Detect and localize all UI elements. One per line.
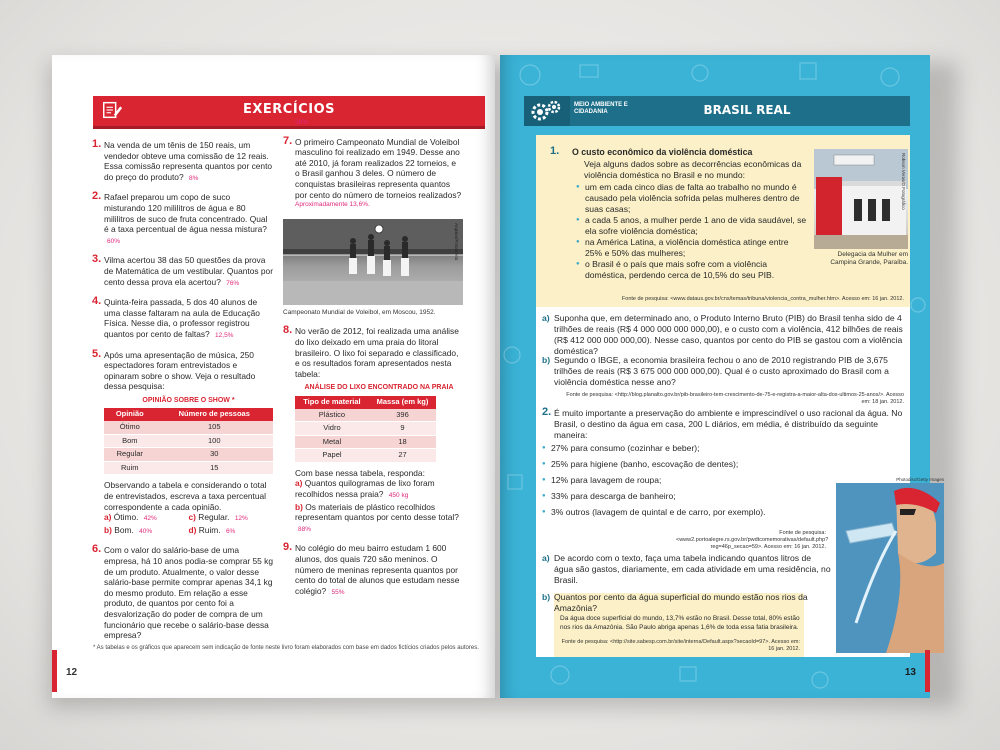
item-label: c) bbox=[188, 512, 196, 523]
table-cell: Plástico bbox=[295, 409, 369, 422]
source: Fonte de pesquisa: <http://site.sabesp.com.br/site/interna/Default.aspx?secaoId=97>. Acesso em: 16 jan. 2012. bbox=[561, 639, 800, 652]
question-1 bbox=[92, 140, 273, 184]
woman-drinking-water-photo bbox=[836, 483, 944, 653]
question-5 bbox=[92, 347, 273, 538]
source: Fonte de pesquisa: <www2.portoalegre.rs.gov.br/pwdtcomemorativas/default.php?reg=46p_secao=59>. Acesso em: 16 jan. 2012. bbox=[676, 530, 829, 550]
table-cell: Papel bbox=[295, 449, 369, 463]
table-row bbox=[104, 421, 273, 434]
table-cell: Ruim bbox=[104, 461, 156, 475]
question-text: No verão de 2012, foi realizada uma análise do lixo deixado em uma praia do litoral brasileiro. O lixo foi separado e classificado, e os resultados foram apresentados nesta tabela: bbox=[295, 326, 459, 379]
table-cell: 27 bbox=[369, 449, 436, 463]
table-cell: Vidro bbox=[295, 422, 369, 436]
answer: 55% bbox=[331, 588, 345, 596]
question-number: 8. bbox=[283, 324, 293, 337]
table-header: Massa (em kg) bbox=[369, 396, 436, 409]
table-cell: Ótimo bbox=[104, 421, 156, 434]
problem-text: É muito importante a preservação do ambiente e imprescindível o uso racional da água. No Brasil, o destino da água em casa, 200 L diários, em média, é distribuído da seguinte maneira: bbox=[554, 408, 903, 440]
question-3 bbox=[92, 255, 273, 289]
list-item: ● a cada 5 anos, a mulher perde 1 ano de vida saudável, se ela sofre violência doméstica; bbox=[576, 215, 808, 237]
page-title: EXERCÍCIOS bbox=[243, 102, 335, 117]
item-text: Suponha que, em determinado ano, o Produto Interno Bruto (PIB) do Brasil tenha sido de 4 trilhões de reais (R$ 4 000 000 000 000,00), e o custo com a violência, 412 bilhões de reais (R$ 412 000 000 000,00). Nesse caso, quantos por cento do PIB se gastou com a violência doméstica? bbox=[554, 313, 903, 356]
table-cell: Bom bbox=[104, 434, 156, 448]
list-item: ● um em cada cinco dias de falta ao trabalho no mundo é causado pela violência sofrida pelas mulheres dentro de suas casas; bbox=[576, 182, 808, 215]
question-number: 1. bbox=[92, 138, 102, 150]
question-text: Com o valor do salário-base de uma empresa, há 10 anos podia-se comprar 55 kg de um produto. Atualmente, o valor desse salário-base permite comprar apenas 34,1 kg do mesmo produto. Em relação a esse produto, de quantos por cento foi a desvalorização do poder de compra de um funcionário que recebe o salário-base dessa empresa? bbox=[104, 545, 273, 641]
table-row bbox=[295, 409, 436, 422]
item-text: Quantos quilogramas de lixo foram recolhidos nessa praia? bbox=[295, 478, 435, 500]
question-text: Com base nessa tabela, responda: bbox=[295, 467, 425, 478]
answer: 40% bbox=[139, 527, 153, 535]
page-number: 12 bbox=[66, 667, 78, 678]
sub-item bbox=[104, 512, 189, 525]
item-label: a) bbox=[542, 553, 550, 563]
source: Fonte de pesquisa: <http://blog.planalto.gov.br/pib-brasileiro-tem-crescimento-de-75-e-registra-a-maior-alta-dos-ultimos-25-anos/>. Acesso em: 18 jan. 2012. bbox=[566, 392, 904, 405]
item-label: a) bbox=[542, 313, 550, 323]
page-margin-mark bbox=[925, 650, 930, 692]
water-bullets bbox=[542, 443, 832, 523]
left-page bbox=[52, 55, 495, 698]
violence-bullets bbox=[576, 182, 808, 281]
item-text: Os materiais de plástico recolhidos representam quantos por cento desse total? bbox=[295, 501, 459, 523]
sub-item-b bbox=[542, 355, 904, 388]
table-header: Opinião bbox=[104, 408, 156, 421]
photo-credit: Robson Veras/O Fotográfico bbox=[901, 153, 906, 210]
answer: 88% bbox=[298, 525, 312, 533]
question-number: 5. bbox=[92, 347, 102, 360]
table-header: Número de pessoas bbox=[156, 408, 273, 421]
answer: 6% bbox=[225, 527, 236, 535]
question-number: 9. bbox=[283, 541, 293, 554]
trash-table bbox=[295, 396, 436, 463]
photo-caption: Delegacia da Mulher em Campina Grande, Paraíba. bbox=[830, 251, 908, 266]
list-item: ● 3% outros (lavagem de quintal e de carro, por exemplo). bbox=[542, 507, 832, 518]
table-cell: 30 bbox=[156, 448, 273, 462]
table-row bbox=[295, 435, 436, 449]
item-text: Regular. bbox=[198, 512, 230, 523]
list-item: ● 27% para consumo (cozinhar e beber); bbox=[542, 443, 832, 454]
question-number: 3. bbox=[92, 253, 102, 266]
question-number: 4. bbox=[92, 295, 102, 308]
table-cell: 18 bbox=[369, 435, 436, 449]
volleyball-photo bbox=[283, 219, 463, 305]
sub-items bbox=[104, 512, 273, 537]
table-cell: 100 bbox=[156, 434, 273, 448]
table-header: Tipo de material bbox=[295, 396, 369, 409]
sub-item-a bbox=[542, 313, 904, 357]
table-row bbox=[104, 461, 273, 475]
table-row bbox=[295, 449, 436, 463]
table-cell: Metal bbox=[295, 435, 369, 449]
question-4 bbox=[92, 297, 273, 341]
item-text: Ótimo. bbox=[113, 512, 139, 523]
item-label: b) bbox=[542, 355, 551, 365]
table-row bbox=[104, 434, 273, 448]
question-text: O primeiro Campeonato Mundial de Voleibol masculino foi realizado em 1949. Desse ano até 2010, já foram realizados 22 torneios, e o Brasil ganhou 3 deles. O número de conquistas brasileiras representa quantos por cento do número de torneios realizados? bbox=[295, 136, 462, 200]
page-title: BRASIL REAL bbox=[703, 103, 791, 117]
table-cell: 15 bbox=[156, 461, 273, 475]
opinion-table bbox=[104, 408, 273, 475]
question-7 bbox=[283, 134, 463, 211]
question-text: Na venda de um tênis de 150 reais, um vendedor obteve uma comissão de 12 reais. Essa comissão representa quantos por cento do preço do produto? bbox=[104, 140, 273, 182]
question-6-answer bbox=[283, 116, 463, 129]
photo-caption: Campeonato Mundial de Voleibol, em Moscou, 1952. bbox=[283, 308, 436, 316]
item-label: a) bbox=[104, 512, 112, 523]
amazon-info-text: Da água doce superficial do mundo, 13,7% estão no Brasil. Desse total, 80% estão nos rios da Amazônia. São Paulo abriga apenas 1,6% de toda essa fatia brasileira. bbox=[560, 615, 800, 631]
table-title: ANÁLISE DO LIXO ENCONTRADO NA PRAIA bbox=[304, 384, 454, 392]
footnote: * As tabelas e os gráficos que aparecem sem indicação de fonte neste livro foram elaborados com base em dados fictícios criados pelos autores. bbox=[93, 645, 479, 651]
list-item: ● 12% para lavagem de roupa; bbox=[542, 475, 832, 486]
sub-item bbox=[104, 525, 189, 538]
police-station-photo bbox=[814, 149, 908, 249]
table-row bbox=[295, 422, 436, 436]
sub-item bbox=[295, 502, 463, 536]
table-row bbox=[104, 448, 273, 462]
photo-credit: Arquivo/Fotoarena bbox=[454, 222, 459, 260]
question-text: Após uma apresentação de música, 250 espectadores foram entrevistados e opinaram sobre o show. Veja o resultado dessa pesquisa: bbox=[104, 349, 256, 392]
item-label: a) bbox=[295, 478, 303, 489]
item-label: d) bbox=[188, 524, 197, 535]
sub-item bbox=[295, 478, 463, 501]
table-title: OPINIÃO SOBRE O SHOW * bbox=[142, 396, 235, 404]
answer: 60% bbox=[107, 237, 121, 245]
exercises-column-left bbox=[92, 140, 273, 649]
table-cell: 105 bbox=[156, 421, 273, 434]
category-label: MEIO AMBIENTE E CIDADANIA bbox=[574, 102, 628, 115]
source: Fonte de pesquisa: <www.dataus.gov.br/cns/temas/tribuna/violencia_contra_mulher.htm>. Acesso em: 16 jan. 2012. bbox=[621, 296, 904, 302]
problem-intro: Veja alguns dados sobre as decorrências econômicas da violência doméstica no Brasil e no mundo: bbox=[584, 159, 802, 180]
question-text: Vilma acertou 38 das 50 questões da prova de Matemática de um vestibular. Quantos por cento dessa prova ela acertou? bbox=[104, 255, 273, 287]
problem-number: 2. bbox=[542, 406, 552, 418]
item-text: Ruim. bbox=[198, 524, 221, 535]
question-text: Quinta-feira passada, 5 dos 40 alunos de uma classe faltaram na aula de Educação Física. Nesse dia, o professor registrou quantos por cento de faltas? bbox=[104, 297, 260, 339]
right-page bbox=[500, 55, 944, 698]
item-text: Bom. bbox=[114, 524, 134, 535]
question-text: Observando a tabela e considerando o total de entrevistados, escreva a taxa percentual correspondente a cada opinião. bbox=[104, 480, 267, 512]
question-9 bbox=[283, 543, 463, 598]
answer: 12% bbox=[234, 515, 248, 523]
list-item: ● na América Latina, a violência doméstica atinge entre 25% e 50% das mulheres; bbox=[576, 237, 808, 259]
table-cell: Regular bbox=[104, 448, 156, 462]
page-margin-mark bbox=[52, 650, 57, 692]
item-label: b) bbox=[542, 592, 551, 602]
list-item: ● o Brasil é o país que mais sofre com a violência doméstica, perdendo cerca de 10,5% do seu PIB. bbox=[576, 259, 808, 281]
item-text: Quantos por cento da água superficial do mundo estão nos rios da Amazônia? bbox=[554, 592, 808, 613]
drinking-illustration bbox=[836, 483, 944, 653]
content-panel bbox=[536, 135, 944, 657]
volleyball-scene bbox=[283, 219, 463, 305]
question-number: 7. bbox=[283, 134, 293, 147]
building-illustration bbox=[814, 149, 908, 249]
exercises-column-right bbox=[283, 119, 463, 606]
question-2 bbox=[92, 192, 273, 247]
table-cell: 9 bbox=[369, 422, 436, 436]
question-number: 6. bbox=[92, 543, 102, 556]
answer: 42% bbox=[143, 515, 157, 523]
sub-item-b bbox=[542, 592, 832, 614]
item-text: Segundo o IBGE, a economia brasileira fechou o ano de 2010 registrando PIB de 3,675 trilhões de reais (R$ 3 675 000 000 000,00). Qual é o custo aproximado do Brasil com a violência doméstica nesse ano? bbox=[554, 355, 889, 387]
list-item: ● 25% para higiene (banho, escovação de dentes); bbox=[542, 459, 832, 470]
answer: 12,5% bbox=[215, 331, 234, 339]
photo-credit: Photodisc/Getty Images bbox=[896, 477, 944, 482]
sub-item bbox=[189, 512, 274, 525]
problem-number: 1. bbox=[550, 145, 560, 157]
sub-item bbox=[189, 525, 274, 538]
list-item: ● 33% para descarga de banheiro; bbox=[542, 491, 832, 502]
problem-2 bbox=[542, 408, 904, 441]
answer: 8% bbox=[188, 174, 199, 182]
answer: 450 kg bbox=[388, 492, 409, 500]
question-6 bbox=[92, 545, 273, 640]
problem-title: O custo econômico da violência doméstica bbox=[572, 147, 753, 157]
sub-item-a bbox=[542, 553, 832, 586]
brasil-real-header bbox=[524, 96, 910, 126]
answer: 76% bbox=[226, 279, 240, 287]
item-label: b) bbox=[104, 524, 112, 535]
item-text: De acordo com o texto, faça uma tabela indicando quantos litros de água são gastos, diariamente, em cada atividade em uma residência, no Brasil. bbox=[554, 553, 831, 585]
question-number: 2. bbox=[92, 190, 102, 203]
answer: 38% bbox=[295, 119, 309, 126]
item-label: b) bbox=[295, 501, 303, 512]
question-text: No colégio do meu bairro estudam 1 600 alunos, dos quais 720 são meninos. O número de meninas representa quantos por cento do total de alunos que estudam nesse colégio? bbox=[295, 543, 460, 596]
question-text: Rafael preparou um copo de suco misturando 120 mililitros de água e 80 mililitros de suco de fruta concentrado. Qual é a taxa percentual de água nessa mistura? bbox=[104, 192, 268, 235]
answer: Aproximadamente 13,6%. bbox=[295, 201, 370, 209]
table-cell: 396 bbox=[369, 409, 436, 422]
question-8 bbox=[283, 326, 463, 535]
page-number: 13 bbox=[904, 667, 916, 678]
